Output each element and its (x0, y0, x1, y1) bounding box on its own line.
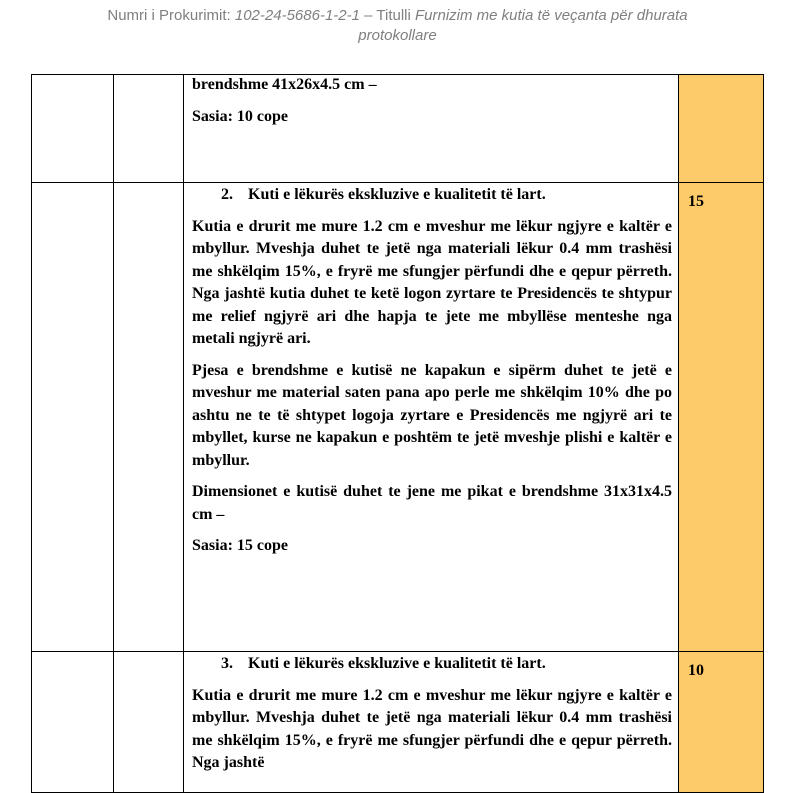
cell-col2 (114, 652, 184, 793)
description-paragraph: Pjesa e brendshme e kutisë ne kapakun e sipërm duhet te jetë e mveshur me material saten pana apo perle me shkëlqim 10% dhe po ashtu ne te të shtypet logoja zyrtare e Presidencës me ngjyrë ari te mbyllet, kurse ne kapakun e poshtëm te jetë mveshje plishi e kaltër e mbyllur. (192, 361, 672, 469)
cell-col1 (32, 183, 114, 652)
cell-description (184, 652, 679, 793)
quantity-value: 10 (688, 662, 704, 679)
item-number: 3. (221, 655, 233, 672)
cell-quantity (679, 183, 764, 652)
cell-col1 (32, 652, 114, 793)
table-row (32, 652, 764, 793)
quantity-text: Sasia: 10 cope (192, 107, 288, 125)
description-paragraph: Kutia e drurit me mure 1.2 cm e mveshur me lëkur ngjyre e kaltër e mbyllur. Mveshja duhet te jetë nga materiali lëkur 0.4 mm trashësi me shkëlqim 15%, e fryrë me sfungjer përfundi dhe e qepur përreth. Nga jashtë (192, 686, 672, 771)
quantity-value: 15 (688, 193, 704, 210)
cell-col1 (32, 75, 114, 183)
items-table (31, 74, 764, 793)
procurement-number: 102-24-5686-1-2-1 (234, 7, 360, 24)
cell-col2 (114, 75, 184, 183)
quantity-text: Sasia: 15 cope (192, 537, 288, 554)
table-row (32, 183, 764, 652)
item-title: Kuti e lëkurës ekskluzive e kualitetit të lart. (248, 655, 546, 672)
item-heading (192, 653, 672, 676)
header-line-1 (0, 6, 795, 26)
title-label: – Titulli (359, 7, 415, 24)
cell-quantity (679, 652, 764, 793)
cell-col2 (114, 183, 184, 652)
item-heading (192, 184, 672, 207)
cell-description (184, 75, 679, 183)
procurement-title-cont: protokollare (358, 27, 437, 44)
procurement-label: Numri i Prokurimit: (107, 7, 231, 24)
page-header (0, 6, 795, 46)
cell-description (184, 183, 679, 652)
item-number: 2. (221, 186, 233, 203)
description-paragraph: Kutia e drurit me mure 1.2 cm e mveshur me lëkur ngjyre e kaltër e mbyllur. Mveshja duhet te jetë nga materiali lëkur 0.4 mm trashësi me shkëlqim 15%, e fryrë me sfungjer përfundi dhe e qepur përreth. Nga jashtë kutia duhet te ketë logon zyrtare te Presidencës te shtypur me relief ngjyrë ari dhe hapja te jete me mbyllëse menteshe nga metali ngjyrë ari. (192, 217, 672, 347)
table-row (32, 75, 764, 183)
item-title: Kuti e lëkurës ekskluzive e kualitetit të lart. (248, 186, 546, 203)
dimensions-paragraph: Dimensionet e kutisë duhet te jene me pikat e brendshme 31x31x4.5 cm – (192, 483, 672, 523)
header-line-2 (0, 26, 795, 46)
description-paragraph: brendshme 41x26x4.5 cm – (192, 76, 377, 93)
cell-quantity (679, 75, 764, 183)
procurement-title: Furnizim me kutia të veçanta për dhurata (415, 7, 688, 24)
